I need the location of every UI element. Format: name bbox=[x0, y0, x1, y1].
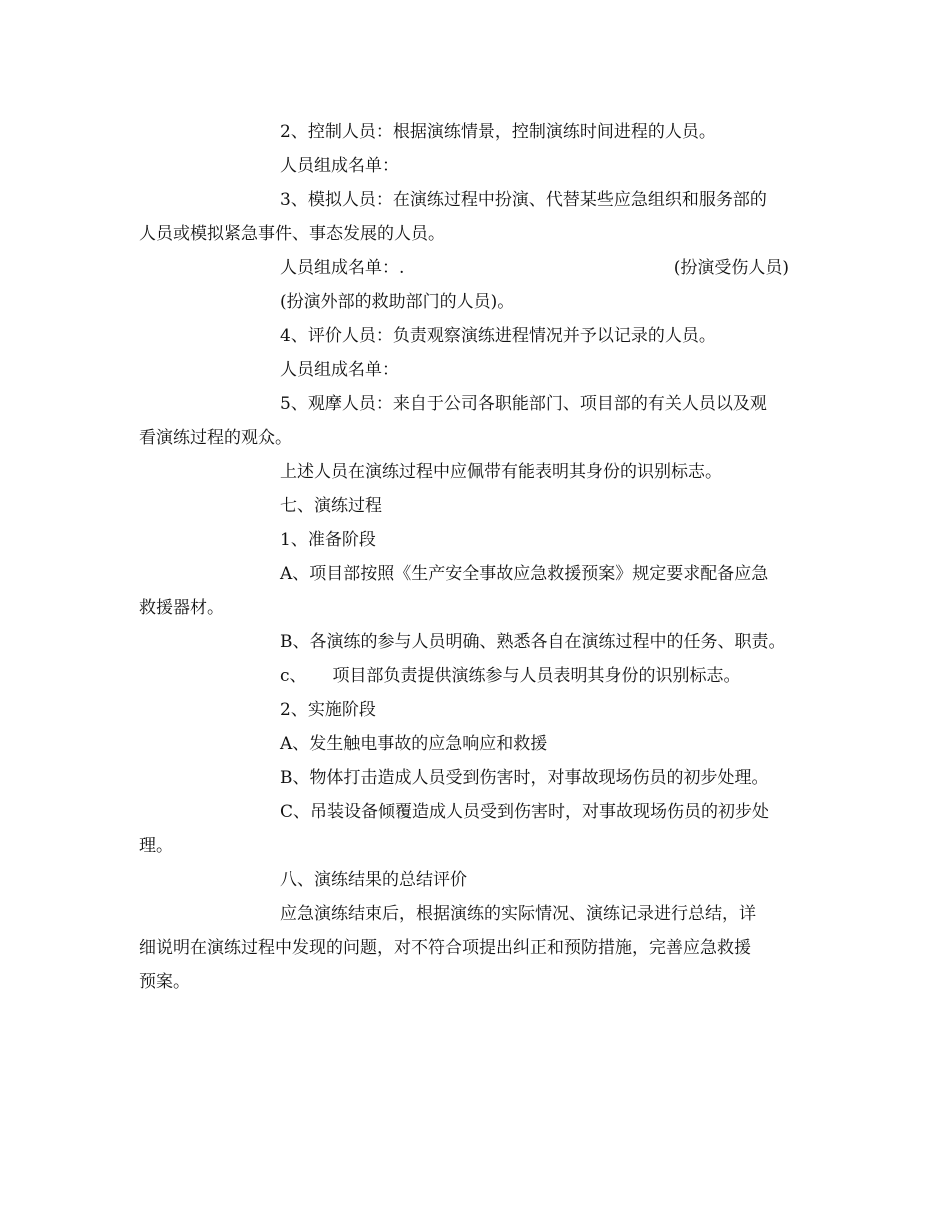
roster-label-control: 人员组成名单： bbox=[280, 156, 399, 176]
item-c-text: 项目部负责提供演练参与人员表明其身份的识别标志。 bbox=[332, 666, 741, 686]
item-c-marker: c、 bbox=[280, 666, 307, 686]
roster-line-simulation bbox=[139, 251, 819, 285]
subheading-preparation: 1、准备阶段 bbox=[280, 530, 376, 550]
paragraph-observer-staff-line-2: 看演练过程的观众。 bbox=[139, 428, 292, 448]
paragraph-summary-line-1: 应急演练结束后，根据演练的实际情况、演练记录进行总结，详 bbox=[280, 904, 756, 924]
paragraph-identification: 上述人员在演练过程中应佩带有能表明其身份的识别标志。 bbox=[280, 462, 722, 482]
roster-label-simulation: 人员组成名单：. bbox=[280, 258, 405, 278]
item-b-roles: B、各演练的参与人员明确、熟悉各自在演练过程中的任务、职责。 bbox=[280, 632, 786, 652]
paragraph-summary-line-3: 预案。 bbox=[139, 972, 190, 992]
paragraph-evaluation-staff: 4、评价人员：负责观察演练进程情况并予以记录的人员。 bbox=[280, 326, 716, 346]
item-c-lifting-line-2: 理。 bbox=[139, 836, 173, 856]
item-a-equipment-line-1: A、项目部按照《生产安全事故应急救援预案》规定要求配备应急 bbox=[280, 564, 769, 584]
item-a-electrocution: A、发生触电事故的应急响应和救援 bbox=[280, 734, 548, 754]
roster-label-evaluation: 人员组成名单： bbox=[280, 360, 399, 380]
paragraph-summary-line-2: 细说明在演练过程中发现的问题，对不符合项提出纠正和预防措施，完善应急救援 bbox=[139, 938, 751, 958]
section-heading-drill-process: 七、演练过程 bbox=[280, 496, 382, 516]
role-note-injured: (扮演受伤人员) bbox=[673, 258, 789, 278]
role-note-rescue-dept: (扮演外部的救助部门的人员)。 bbox=[280, 292, 515, 312]
item-c-lifting-line-1: C、吊装设备倾覆造成人员受到伤害时，对事故现场伤员的初步处 bbox=[280, 802, 770, 822]
paragraph-control-staff: 2、控制人员：根据演练情景，控制演练时间进程的人员。 bbox=[280, 122, 716, 142]
subheading-implementation: 2、实施阶段 bbox=[280, 700, 376, 720]
section-heading-evaluation: 八、演练结果的总结评价 bbox=[280, 870, 467, 890]
paragraph-simulation-staff-line-1: 3、模拟人员：在演练过程中扮演、代替某些应急组织和服务部的 bbox=[280, 190, 767, 210]
item-a-equipment-line-2: 救援器材。 bbox=[139, 598, 224, 618]
paragraph-observer-staff-line-1: 5、观摩人员：来自于公司各职能部门、项目部的有关人员以及观 bbox=[280, 394, 767, 414]
paragraph-simulation-staff-line-2: 人员或模拟紧急事件、事态发展的人员。 bbox=[139, 224, 445, 244]
item-b-object-strike: B、物体打击造成人员受到伤害时，对事故现场伤员的初步处理。 bbox=[280, 768, 769, 788]
document-body bbox=[139, 115, 819, 999]
item-c-identification bbox=[139, 659, 819, 693]
